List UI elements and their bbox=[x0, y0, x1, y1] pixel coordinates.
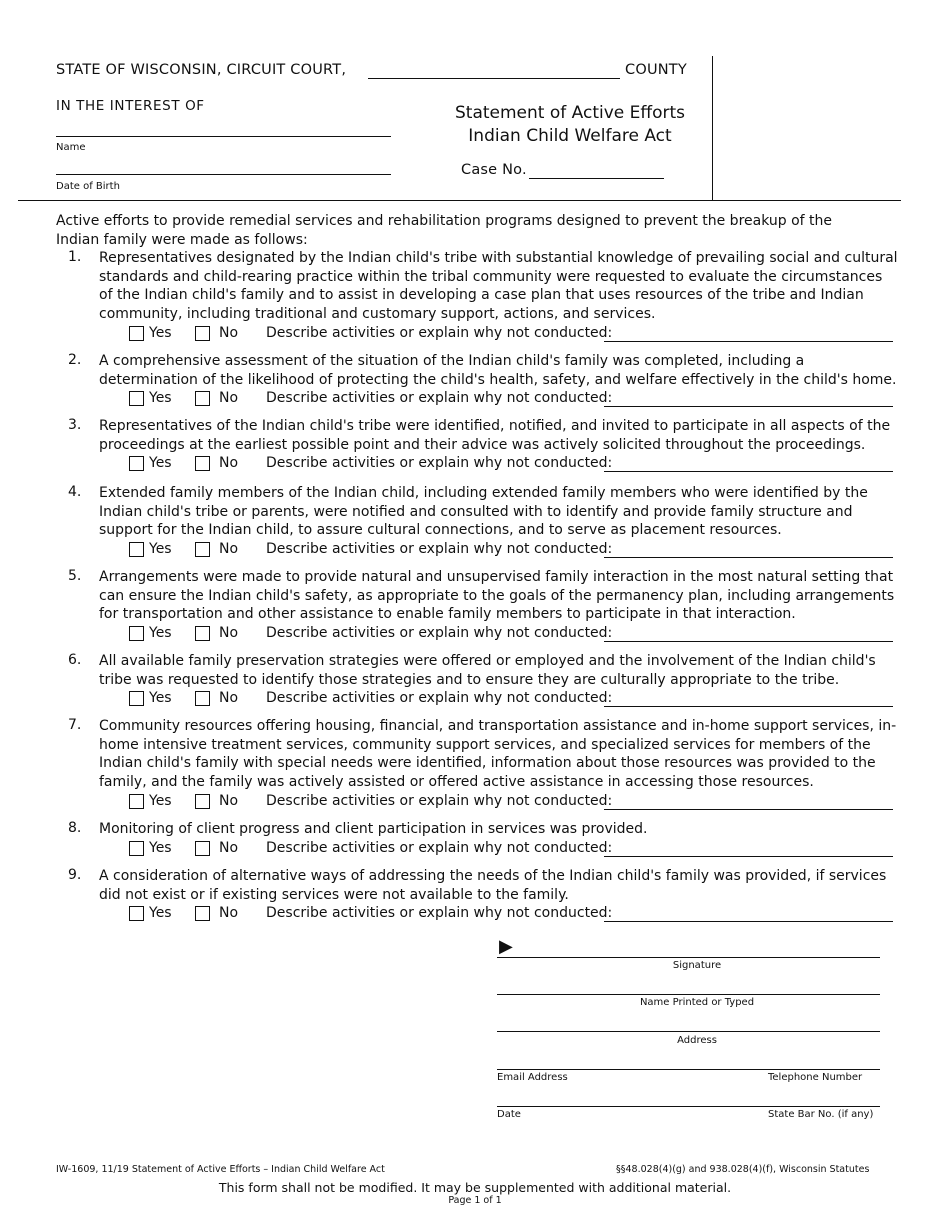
county-label: COUNTY bbox=[625, 62, 687, 78]
item-text: Extended family members of the Indian child, including extended family members who were identified by the Indian child's tribe or parents, were notified and consulted with to identify and provide family structure and support for the Indian child, to assure cultural connections, and to serve as placement resources. bbox=[99, 485, 868, 539]
form-title-line1: Statement of Active Efforts bbox=[454, 103, 685, 123]
describe-input-line[interactable] bbox=[604, 641, 893, 642]
signature-label: Signature bbox=[672, 960, 722, 971]
telephone-label: Telephone Number bbox=[768, 1072, 863, 1083]
no-label: No bbox=[219, 839, 239, 856]
item-text: Representatives of the Indian child's tribe were identified, notified, and invited to participate in all aspects of the proceedings at the earliest possible point and their advice was actively solicited throughout the proceedings. bbox=[99, 418, 891, 453]
no-label: No bbox=[219, 905, 239, 922]
date-of-birth-label: Date of Birth bbox=[56, 181, 120, 192]
yes-label: Yes bbox=[149, 455, 172, 472]
yes-checkbox[interactable] bbox=[129, 456, 144, 471]
yes-label: Yes bbox=[149, 625, 172, 642]
item-number: 2. bbox=[68, 352, 82, 368]
describe-label: Describe activities or explain why not conducted: bbox=[266, 792, 613, 809]
email-phone-field[interactable] bbox=[497, 1069, 880, 1070]
describe-input-line[interactable] bbox=[604, 341, 893, 342]
in-interest-of-label: IN THE INTEREST OF bbox=[56, 98, 205, 114]
header-bottom-rule bbox=[18, 200, 901, 201]
no-checkbox[interactable] bbox=[195, 906, 210, 921]
yes-checkbox[interactable] bbox=[129, 626, 144, 641]
no-label: No bbox=[219, 541, 239, 558]
yes-label: Yes bbox=[149, 690, 172, 707]
name-printed-label: Name Printed or Typed bbox=[639, 997, 755, 1008]
no-checkbox[interactable] bbox=[195, 841, 210, 856]
name-label: Name bbox=[56, 142, 86, 153]
no-checkbox[interactable] bbox=[195, 391, 210, 406]
yes-checkbox[interactable] bbox=[129, 391, 144, 406]
form-id: IW-1609, 11/19 Statement of Active Efforts – Indian Child Welfare Act bbox=[56, 1164, 385, 1175]
yes-checkbox[interactable] bbox=[129, 691, 144, 706]
describe-label: Describe activities or explain why not conducted: bbox=[266, 541, 613, 558]
statutes: §§48.028(4)(g) and 938.028(4)(f), Wisconsin Statutes bbox=[616, 1164, 870, 1175]
case-number-label: Case No. bbox=[461, 162, 527, 178]
page-number: Page 1 of 1 bbox=[448, 1195, 502, 1206]
item-number: 8. bbox=[68, 820, 82, 836]
describe-input-line[interactable] bbox=[604, 809, 893, 810]
yes-label: Yes bbox=[149, 324, 172, 341]
item-number: 9. bbox=[68, 867, 82, 883]
item-number: 5. bbox=[68, 568, 82, 584]
no-label: No bbox=[219, 625, 239, 642]
describe-input-line[interactable] bbox=[604, 557, 893, 558]
yes-checkbox[interactable] bbox=[129, 542, 144, 557]
item-number: 7. bbox=[68, 717, 82, 733]
no-checkbox[interactable] bbox=[195, 626, 210, 641]
describe-label: Describe activities or explain why not conducted: bbox=[266, 690, 613, 707]
yes-checkbox[interactable] bbox=[129, 326, 144, 341]
county-input-line[interactable] bbox=[368, 78, 620, 79]
item-number: 6. bbox=[68, 652, 82, 668]
yes-label: Yes bbox=[149, 541, 172, 558]
item-text: Representatives designated by the Indian child's tribe with substantial knowledge of prevailing social and cultural standards and child-rearing practice within the tribal community were requested to evaluate the circumstances of the Indian child's family and to assist in developing a case plan that uses resources of the tribe and Indian community, including traditional and customary support, actions, and services. bbox=[99, 250, 898, 323]
yes-checkbox[interactable] bbox=[129, 906, 144, 921]
no-checkbox[interactable] bbox=[195, 691, 210, 706]
item-text: Arrangements were made to provide natural and unsupervised family interaction in the most natural setting that can ensure the Indian child's safety, as appropriate to the goals of the permanency plan, including arrangements for transportation and other assistance to enable family members to participate in that interaction. bbox=[99, 569, 895, 623]
no-label: No bbox=[219, 690, 239, 707]
describe-label: Describe activities or explain why not conducted: bbox=[266, 324, 613, 341]
intro-text: Active efforts to provide remedial services and rehabilitation programs designed to prevent the breakup of the Indian family were made as follows: bbox=[56, 213, 833, 248]
item-text: A consideration of alternative ways of addressing the needs of the Indian child's family was provided, if services did not exist or if existing services were not available to the family. bbox=[99, 868, 887, 903]
signature-arrow-icon: ▶ bbox=[499, 936, 513, 957]
no-label: No bbox=[219, 455, 239, 472]
form-title-line2: Indian Child Welfare Act bbox=[468, 126, 672, 146]
signature-field[interactable] bbox=[497, 957, 880, 958]
describe-input-line[interactable] bbox=[604, 406, 893, 407]
item-text: A comprehensive assessment of the situation of the Indian child's family was completed, including a determination of the likelihood of protecting the child's health, safety, and welfare effectively in the child's home. bbox=[99, 353, 897, 388]
describe-input-line[interactable] bbox=[604, 706, 893, 707]
name-printed-field[interactable] bbox=[497, 994, 880, 995]
case-number-field[interactable] bbox=[529, 178, 664, 179]
item-number: 4. bbox=[68, 484, 82, 500]
item-text: All available family preservation strategies were offered or employed and the involvement of the Indian child's tribe was requested to identify those strategies and to ensure they are culturally appropriate to the tribe. bbox=[99, 653, 876, 688]
item-text: Community resources offering housing, financial, and transportation assistance and in-home support services, in-home intensive treatment services, community support services, and specialized services for members of the Indian child's family with special needs were identified, information about those resources was provided to the family, and the family was actively assisted or offered active assistance in accessing those resources. bbox=[99, 718, 897, 791]
describe-input-line[interactable] bbox=[604, 471, 893, 472]
item-number: 3. bbox=[68, 417, 82, 433]
yes-checkbox[interactable] bbox=[129, 794, 144, 809]
item-number: 1. bbox=[68, 249, 82, 265]
court-label: STATE OF WISCONSIN, CIRCUIT COURT, bbox=[56, 62, 347, 78]
address-field[interactable] bbox=[497, 1031, 880, 1032]
state-bar-label: State Bar No. (if any) bbox=[768, 1109, 874, 1120]
yes-label: Yes bbox=[149, 905, 172, 922]
no-label: No bbox=[219, 390, 239, 407]
no-label: No bbox=[219, 792, 239, 809]
describe-label: Describe activities or explain why not conducted: bbox=[266, 905, 613, 922]
describe-input-line[interactable] bbox=[604, 921, 893, 922]
yes-label: Yes bbox=[149, 792, 172, 809]
no-label: No bbox=[219, 324, 239, 341]
item-text: Monitoring of client progress and client participation in services was provided. bbox=[99, 821, 648, 837]
no-checkbox[interactable] bbox=[195, 456, 210, 471]
date-of-birth-field[interactable] bbox=[56, 174, 391, 175]
describe-input-line[interactable] bbox=[604, 856, 893, 857]
date-label: Date bbox=[497, 1109, 521, 1120]
no-checkbox[interactable] bbox=[195, 794, 210, 809]
modification-notice: This form shall not be modified. It may be supplemented with additional material. bbox=[218, 1180, 732, 1195]
describe-label: Describe activities or explain why not conducted: bbox=[266, 390, 613, 407]
describe-label: Describe activities or explain why not conducted: bbox=[266, 455, 613, 472]
yes-label: Yes bbox=[149, 390, 172, 407]
child-name-field[interactable] bbox=[56, 136, 391, 137]
address-label: Address bbox=[677, 1035, 717, 1046]
no-checkbox[interactable] bbox=[195, 326, 210, 341]
date-bar-field[interactable] bbox=[497, 1106, 880, 1107]
describe-label: Describe activities or explain why not conducted: bbox=[266, 839, 613, 856]
describe-label: Describe activities or explain why not conducted: bbox=[266, 625, 613, 642]
no-checkbox[interactable] bbox=[195, 542, 210, 557]
yes-checkbox[interactable] bbox=[129, 841, 144, 856]
yes-label: Yes bbox=[149, 839, 172, 856]
email-label: Email Address bbox=[497, 1072, 568, 1083]
